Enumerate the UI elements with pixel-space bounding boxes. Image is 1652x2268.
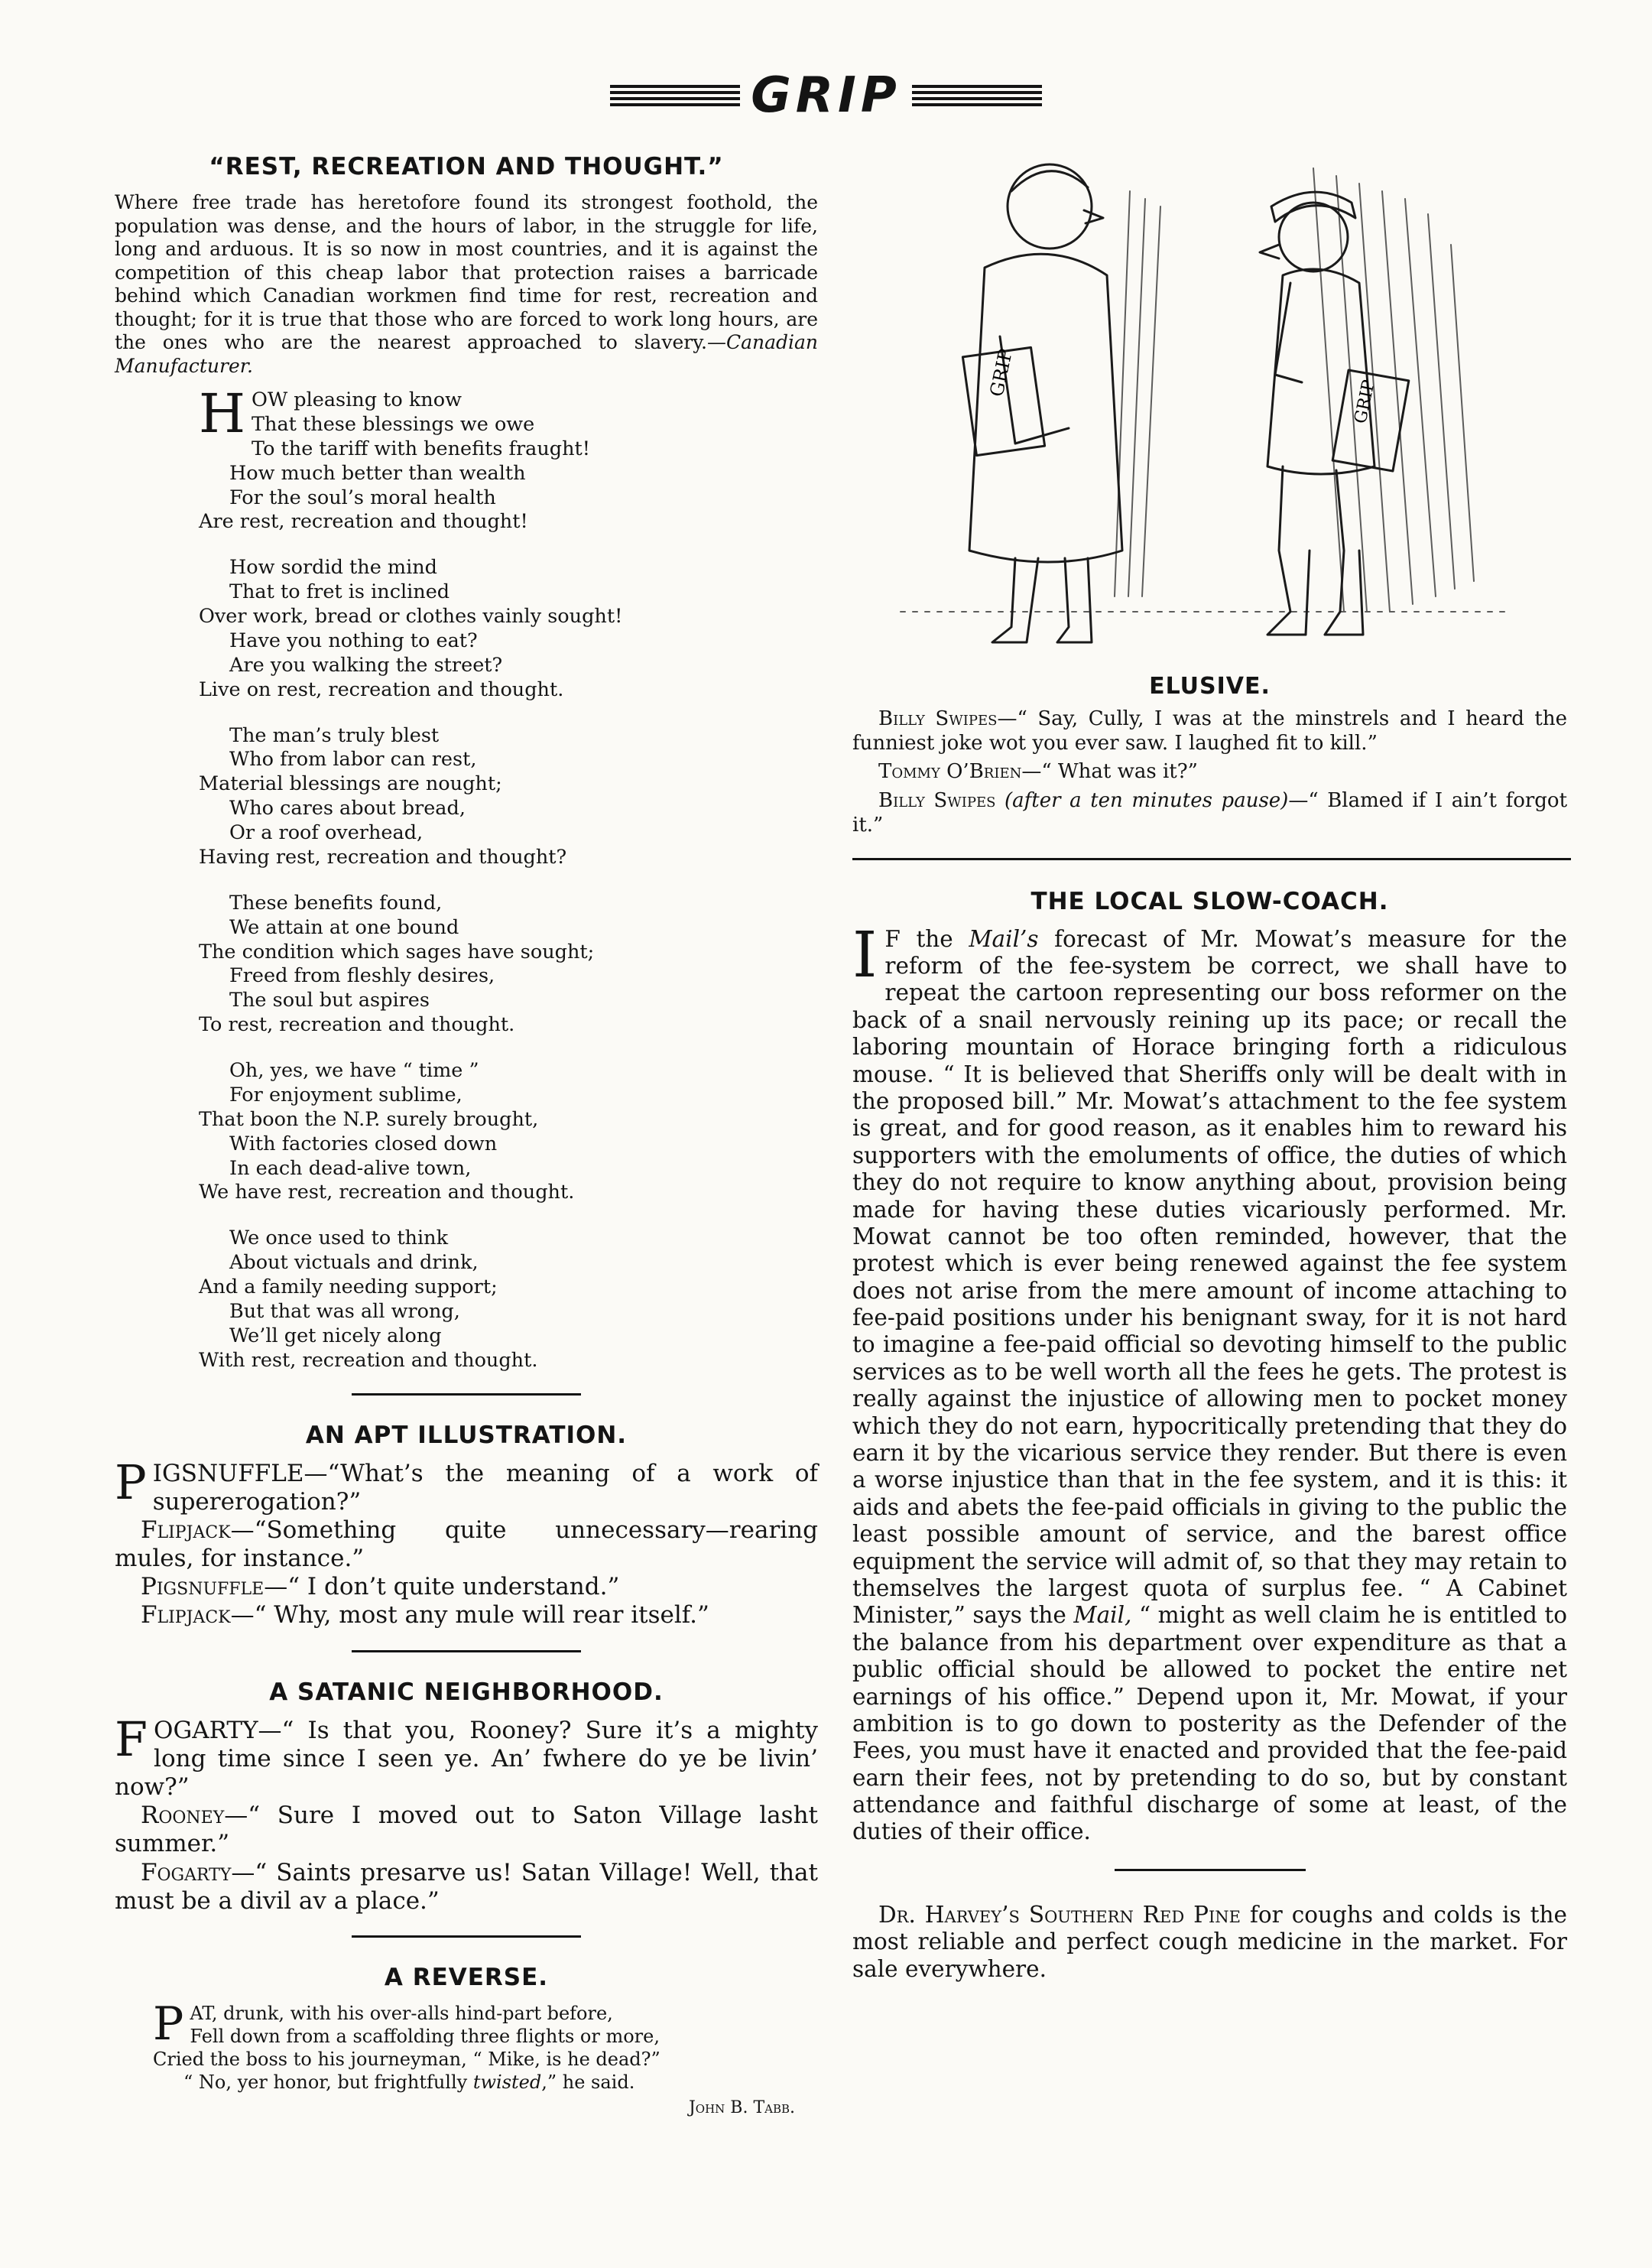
rest-poem xyxy=(199,382,818,1373)
poem-line: The soul but aspires xyxy=(229,989,430,1012)
section-divider xyxy=(352,1935,581,1938)
poem-line: These benefits found, xyxy=(229,891,443,915)
poem-line: Material blessings are nought; xyxy=(199,772,502,796)
poem-line: With factories closed down xyxy=(229,1132,498,1155)
poem-line: That to fret is inclined xyxy=(229,580,450,604)
cartoon-title: ELUSIVE. xyxy=(1149,673,1271,700)
poem-line: For the soul’s moral health xyxy=(229,486,496,509)
poem-line: The condition which sages have sought; xyxy=(199,940,595,963)
speaker-name: Fogarty xyxy=(141,1858,232,1886)
slow-coach-em-1: Mail’s xyxy=(969,925,1039,952)
poem-line: For enjoyment sublime, xyxy=(229,1083,462,1106)
advertisement xyxy=(852,1902,1567,1983)
satanic-body xyxy=(115,1711,818,1915)
satanic-line-2-text: —“ Sure I moved out to Saton Village lasht summer.” xyxy=(115,1802,818,1858)
poem-line: We attain at one bound xyxy=(229,915,459,939)
poem-line: We once used to think xyxy=(229,1227,449,1250)
rest-title: “REST, RECREATION AND THOUGHT.” xyxy=(209,153,724,180)
apt-line-1 xyxy=(115,1454,818,1516)
apt-line-3 xyxy=(115,1573,818,1601)
caption-line-3 xyxy=(852,789,1567,837)
section-divider xyxy=(1115,1869,1306,1871)
poem-stanza-1 xyxy=(199,382,818,535)
rest-epigraph-source: Canadian Manufacturer. xyxy=(115,331,818,377)
apt-line-4 xyxy=(115,1601,818,1630)
satanic-line-2 xyxy=(115,1802,818,1858)
slow-coach-dropcap: I xyxy=(852,918,878,992)
caption-line-1 xyxy=(852,707,1567,755)
caption-line-3-text: —“ Blamed if I ain’t forgot it.” xyxy=(852,789,1568,837)
poem-line: We’ll get nicely along xyxy=(229,1324,442,1347)
left-column xyxy=(115,153,818,2117)
poem-line: To rest, recreation and thought. xyxy=(199,1013,515,1037)
speaker-name: Rooney xyxy=(141,1802,225,1830)
speaker-name: Flipjack xyxy=(141,1601,231,1630)
poem-line: That boon the N.P. surely brought, xyxy=(199,1107,539,1131)
poem-line: Who from labor can rest, xyxy=(229,748,477,772)
masthead-rule-left xyxy=(610,85,740,106)
poem-line: Are you walking the street? xyxy=(229,653,503,677)
poem-line: And a family needing support; xyxy=(199,1275,498,1298)
slow-coach-body xyxy=(852,918,1568,1846)
apt-title: AN APT ILLUSTRATION. xyxy=(305,1421,628,1449)
poem-line: About victuals and drink, xyxy=(229,1251,479,1275)
satanic-line-3 xyxy=(115,1859,818,1915)
cartoon-sign-right: GRIP xyxy=(1350,378,1379,426)
reverse-article xyxy=(115,1964,818,2117)
slow-coach-text-2: forecast of Mr. Mowat’s measure for the reform of the fee-system be correct, we shall have to repeat the cartoon representing our boss reformer on the back of a snail nervously reining up its pace; or recall the laboring mountain of Horace bringing forth a ridiculous mouse. “ It is believed that Sheriffs only will be dealt with in the proposed bill.” Mr. Mowat’s attachment to the fee system is great, and for good reason, as it enables him to reward his supporters with the emoluments of office, the duties of which they do not require to know anything about, provision being made for having these duties vicariously performed. Mr. Mowat cannot be too often reminded, however, that the protest which is ever being renewed against the fee system does not arise from the mere amount of income attaching to fee-paid positions under his benignant sway, for it is not hard to imagine a fee-paid official so devoting himself to the public services as to be well worth all the fees he gets. The protest is really against the injustice of allowing men to pocket money which they do not earn, hypocritically pretending that they do earn it by the vicarious service they render. But there is even a worse injustice than that in the fee system, and it is this: it aids and abets the fee-paid officials in giving to the public the least possible amount of service, and the barest office equipment the service will admit of, so that they may retain to themselves the largest quota of surplus fee. “ A Cabinet Minister,” says the xyxy=(852,925,1567,1629)
satanic-line-1-text: OGARTY—“ Is that you, Rooney? Sure it’s a mighty long time since I seen ye. An’ fwhere do ye be livin’ now?” xyxy=(115,1716,818,1801)
apt-line-2 xyxy=(115,1516,818,1573)
poem-line: Fell down from a scaffolding three flights or more, xyxy=(190,2025,660,2047)
poem-line: With rest, recreation and thought. xyxy=(199,1348,538,1372)
reverse-title: A REVERSE. xyxy=(384,1963,549,1991)
poem-stanza-5 xyxy=(199,1059,818,1205)
poem-line xyxy=(153,2071,818,2094)
apt-body xyxy=(115,1454,818,1630)
satanic-line-1 xyxy=(115,1711,818,1802)
slow-coach-em-2: Mail, xyxy=(1073,1602,1132,1629)
section-divider xyxy=(852,858,1571,860)
poem-dropcap: H xyxy=(199,382,246,445)
speaker-name: Billy Swipes xyxy=(878,789,996,813)
poem-line: How much better than wealth xyxy=(229,461,526,485)
poem-stanza-3 xyxy=(199,724,818,870)
reverse-poem xyxy=(153,1997,818,2094)
poem-line: But that was all wrong, xyxy=(229,1299,460,1323)
apt-dropcap: P xyxy=(115,1454,147,1510)
poem-line: AT, drunk, with his over-alls hind-part before, xyxy=(190,2002,613,2024)
poem-stanza-2 xyxy=(199,556,818,702)
poem-line: Freed from fleshly desires, xyxy=(229,964,495,988)
section-divider xyxy=(352,1393,581,1396)
reverse-line-4-em: twisted xyxy=(472,2071,542,2093)
rest-epigraph xyxy=(115,191,818,378)
ad-text: for coughs and colds is the most reliable and perfect cough medicine in the market. For sale everywhere. xyxy=(852,1901,1567,1982)
caption-line-1-text: —“ Say, Cully, I was at the minstrels and I heard the funniest joke wot you ever saw. I laughed fit to kill.” xyxy=(852,707,1568,755)
apt-line-1-text: IGSNUFFLE—“What’s the meaning of a work of supererogation?” xyxy=(152,1459,818,1516)
poem-line: Cried the boss to his journeyman, “ Mike, is he dead?” xyxy=(153,2048,660,2070)
poem-line: Live on rest, recreation and thought. xyxy=(199,677,564,701)
slow-coach-title: THE LOCAL SLOW-COACH. xyxy=(1030,887,1389,915)
speaker-name: Pigsnuffle xyxy=(141,1573,265,1601)
poem-stanza-4 xyxy=(199,892,818,1038)
poem-line: Or a roof overhead, xyxy=(229,821,424,844)
rest-epigraph-text: Where free trade has heretofore found its strongest foothold, the population was dense, and the hours of labor, in the struggle for life, long and arduous. It is so now in most countries, and it is against the competition of this cheap labor that protection raises a barricade behind which Canadian workmen find time for rest, recreation and thought; for it is true that those who are forced to work long hours, are the ones who are the nearest approached to slavery.— xyxy=(115,191,818,353)
poem-line: In each dead-alive town, xyxy=(229,1156,472,1180)
poem-line: Over work, bread or clothes vainly sought! xyxy=(199,605,623,628)
apt-line-4-text: —“ Why, most any mule will rear itself.” xyxy=(230,1601,709,1630)
section-divider xyxy=(352,1650,581,1652)
caption-line-2 xyxy=(852,760,1567,785)
satanic-dropcap: F xyxy=(115,1711,148,1767)
poem-line: How sordid the mind xyxy=(229,556,438,580)
speaker-name: Flipjack xyxy=(141,1516,231,1544)
satanic-title: A SATANIC NEIGHBORHOOD. xyxy=(269,1678,664,1706)
masthead-title: GRIP xyxy=(751,67,901,124)
reverse-line-4-b: ,” he said. xyxy=(541,2071,635,2093)
poem-line: OW pleasing to know xyxy=(252,388,462,411)
slow-coach-article xyxy=(852,888,1567,1846)
stage-direction: (after a ten minutes pause) xyxy=(1005,789,1289,813)
speaker-name: Tommy O’Brien xyxy=(878,760,1022,784)
apt-line-2-text: —“Something quite unnecessary—rearing mules, for instance.” xyxy=(115,1516,818,1573)
poem-stanza-6 xyxy=(199,1227,818,1373)
satanic-line-3-text: —“ Saints presarve us! Satan Village! Well, that must be a divil av a place.” xyxy=(115,1858,818,1915)
masthead-rule-right xyxy=(912,85,1042,106)
poem-line: The man’s truly blest xyxy=(229,723,440,747)
caption-line-2-text: —“ What was it?” xyxy=(1021,760,1198,784)
poem-line: Are rest, recreation and thought! xyxy=(199,510,528,534)
ad-product-name: Dr. Harvey’s Southern Red Pine xyxy=(878,1901,1241,1928)
poem-line: Having rest, recreation and thought? xyxy=(199,845,567,869)
apt-line-3-text: —“ I don’t quite understand.” xyxy=(264,1573,620,1601)
right-column xyxy=(852,122,1567,1983)
cartoon-illustration xyxy=(885,122,1535,673)
slow-coach-text-3: “ might as well claim he is entitled to the balance from his department over expenditure as that a public official should be allowed to pocket the entire net earnings of his office.” Depend upon it, Mr. Mowat, if your ambition is to go down to posterity as the Defender of the Fees, you must have it enacted and provided that the fee-paid earn their fees, not by pretending to do so, but by constant attendance and faithful discharge of some at least, of the duties of their office. xyxy=(852,1602,1568,1845)
poem-line: Have you nothing to eat? xyxy=(229,629,478,652)
poem-line: That these blessings we owe xyxy=(252,412,535,436)
apt-illustration-article xyxy=(115,1422,818,1630)
poem-line: Oh, yes, we have “ time ” xyxy=(229,1059,479,1082)
slow-coach-paragraph xyxy=(852,918,1568,1846)
poem-line: To the tariff with benefits fraught! xyxy=(252,437,591,460)
rest-recreation-article xyxy=(115,153,818,1373)
reverse-line-4-a: “ No, yer honor, but frightfully xyxy=(183,2071,473,2093)
cartoon-sign-left: GRIP xyxy=(985,346,1017,399)
satanic-neighborhood-article xyxy=(115,1678,818,1915)
reverse-dropcap: P xyxy=(153,1997,184,2051)
poem-line: We have rest, recreation and thought. xyxy=(199,1181,575,1204)
masthead xyxy=(0,67,1652,124)
poem-line: Who cares about bread, xyxy=(229,797,466,820)
speaker-name: Billy Swipes xyxy=(878,707,998,730)
author-signature: John B. Tabb. xyxy=(688,2097,795,2117)
slow-coach-text-1: F the xyxy=(884,925,969,952)
